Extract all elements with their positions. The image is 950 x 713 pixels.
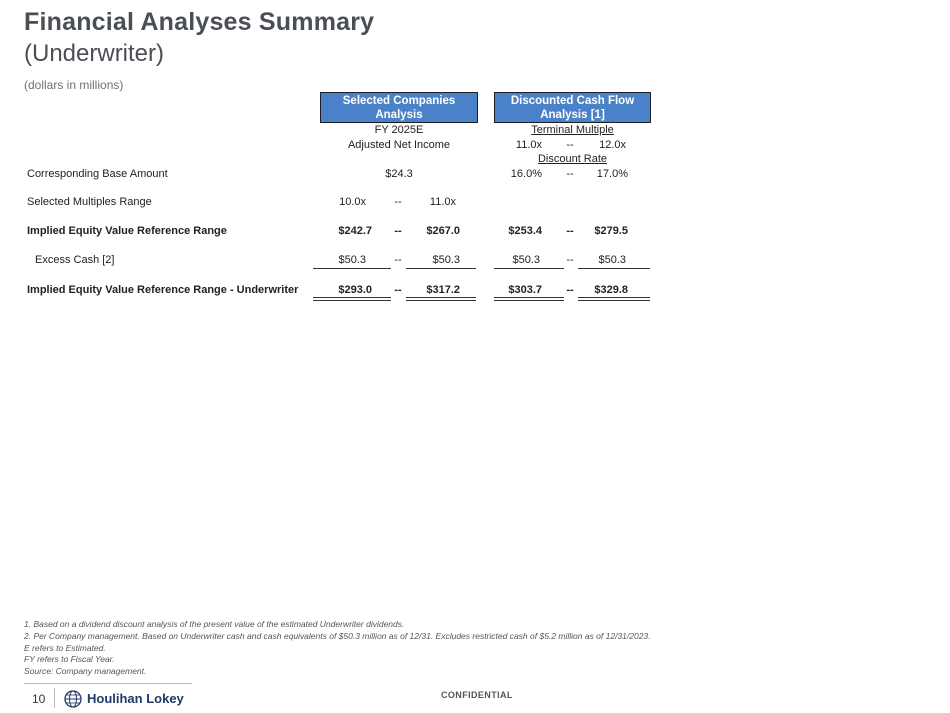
confidential-label: CONFIDENTIAL [441,690,513,700]
row-label-multiples: Selected Multiples Range [27,196,152,208]
row-label-implied-equity: Implied Equity Value Reference Range [27,225,227,237]
final-dcf-low-double-underline [494,297,564,301]
footnote-source: Source: Company management. [24,666,147,677]
excess-cash-dcf-high-underline [578,268,650,269]
implied-equity-uw-sel-low: $293.0 [338,284,372,296]
row-label-excess-cash: Excess Cash [2] [35,254,115,266]
dcf-header [494,92,651,123]
footer-separator [54,688,55,708]
excess-cash-sel-high-underline [406,268,476,269]
excess-cash-dcf-sep: -- [566,254,574,266]
multiples-sel-sep: -- [394,196,402,208]
implied-equity-dcf-sep: -- [566,225,574,237]
dcf-sub-discount-rate: Discount Rate [537,153,608,165]
implied-equity-uw-dcf-low: $303.7 [508,284,542,296]
excess-cash-dcf-high: $50.3 [598,254,626,266]
selected-header-line1: Selected Companies [342,95,456,107]
excess-cash-sel-sep: -- [394,254,402,266]
final-sel-low-double-underline [313,297,391,301]
multiples-sel-high: 11.0x [429,196,456,208]
multiples-sel-low: 10.0x [339,196,366,208]
final-sel-high-double-underline [406,297,476,301]
excess-cash-dcf-low: $50.3 [512,254,540,266]
page-subtitle: (Underwriter) [24,40,165,67]
dcf-sub-terminal-high: 12.0x [599,139,626,151]
implied-equity-sel-sep: -- [394,225,402,237]
footnote-fy: FY refers to Fiscal Year. [24,654,115,665]
row-label-base-amount: Corresponding Base Amount [27,168,168,180]
footnote-e: E refers to Estimated. [24,642,106,653]
implied-equity-uw-sel-sep: -- [394,284,402,296]
dcf-sub-terminal-sep: -- [566,139,574,151]
implied-equity-uw-dcf-high: $329.8 [594,284,628,296]
excess-cash-sel-low: $50.3 [338,254,366,266]
selected-header-line2: Analysis [375,109,423,121]
excess-cash-sel-high: $50.3 [432,254,460,266]
implied-equity-sel-low: $242.7 [338,225,372,237]
base-amount-dcf-low: 16.0% [510,168,542,180]
excess-cash-dcf-low-underline [494,268,564,269]
footnote-1: 1. Based on a dividend discount analysis of the present value of the estimated Underwriter dividends. [24,619,405,629]
implied-equity-uw-sel-high: $317.2 [426,284,460,296]
dcf-header-line1: Discounted Cash Flow [510,95,635,107]
selected-sub1: FY 2025E [374,124,424,136]
footnote-2: 2. Per Company management. Based on Underwriter cash and cash equivalents of $50.3 million as of 12/31. Excludes restricted cash of $5.2 million as of 12/31/2023. [24,630,651,641]
implied-equity-sel-high: $267.0 [426,225,460,237]
base-amount-dcf-high: 17.0% [596,168,628,180]
final-dcf-high-double-underline [578,297,650,301]
footnotes [24,619,651,678]
excess-cash-sel-low-underline [313,268,391,269]
implied-equity-uw-dcf-sep: -- [566,284,574,296]
row-label-implied-equity-underwriter: Implied Equity Value Reference Range - Underwriter [27,284,299,296]
selected-companies-header [320,92,478,123]
base-amount-dcf-sep: -- [566,168,574,180]
selected-sub2: Adjusted Net Income [347,139,451,151]
implied-equity-dcf-high: $279.5 [594,225,628,237]
implied-equity-dcf-low: $253.4 [508,225,542,237]
dcf-sub-terminal-low: 11.0x [515,139,542,151]
brand-name: Houlihan Lokey [87,691,184,706]
houlihan-lokey-globe-icon [64,690,82,708]
dcf-header-line2: Analysis [1] [540,109,605,121]
footer-rule [24,683,192,684]
units-note: (dollars in millions) [24,78,124,92]
base-amount-selected: $24.3 [385,168,413,180]
dcf-sub-terminal-multiple: Terminal Multiple [531,124,614,136]
page-title: Financial Analyses Summary [24,8,375,36]
page-number: 10 [32,692,46,706]
